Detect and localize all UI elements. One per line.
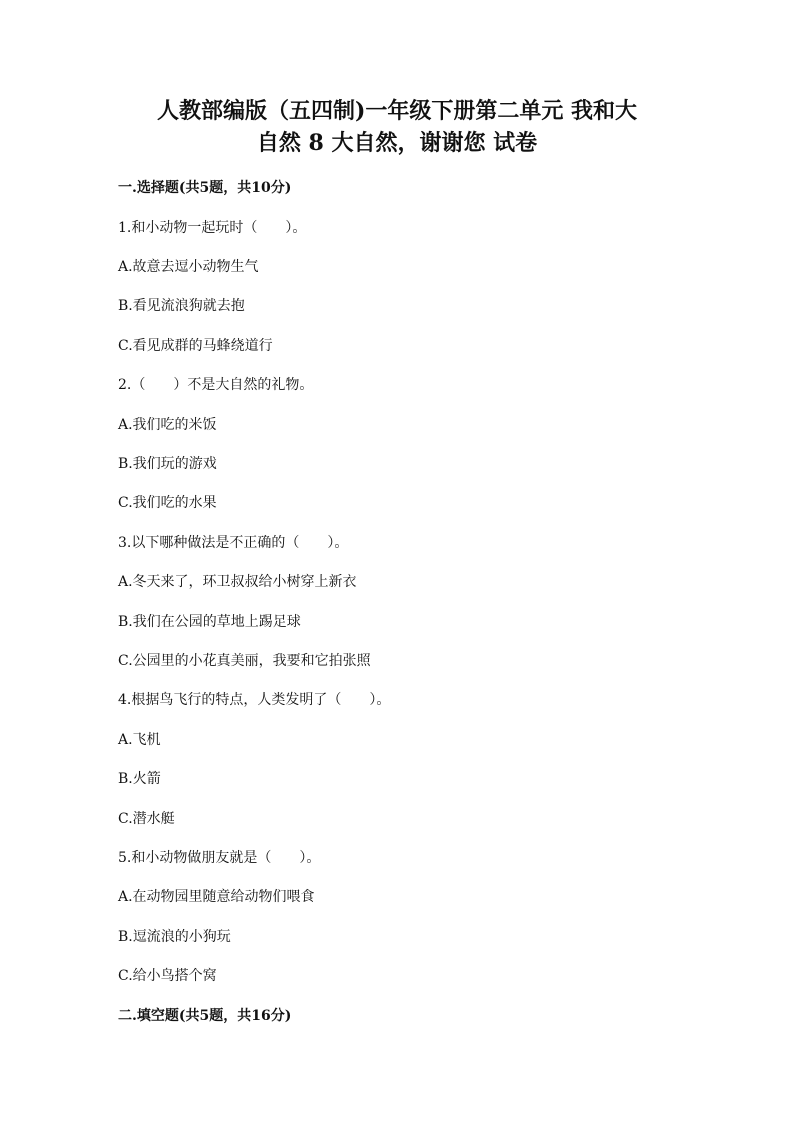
document-title-line-1: 人教部编版（五四制)一年级下册第二单元 我和大	[156, 98, 638, 124]
question-3-stem: 3.以下哪种做法是不正确的（ ）。	[118, 535, 349, 551]
question-3-option-a: A.冬天来了，环卫叔叔给小树穿上新衣	[118, 574, 357, 590]
question-5-option-b: B.逗流浪的小狗玩	[118, 929, 231, 945]
question-3-option-c: C.公园里的小花真美丽，我要和它拍张照	[118, 653, 371, 669]
question-2-option-b: B.我们玩的游戏	[118, 456, 217, 472]
question-1-option-a: A.故意去逗小动物生气	[118, 259, 259, 275]
question-1-option-c: C.看见成群的马蜂绕道行	[118, 338, 273, 354]
question-4-option-a: A.飞机	[118, 732, 161, 748]
section-heading-fill-in: 二.填空题(共5题，共16分)	[118, 1008, 292, 1024]
question-4-option-b: B.火箭	[118, 771, 161, 787]
question-2-stem: 2.（ ）不是大自然的礼物。	[118, 377, 314, 393]
question-2-option-a: A.我们吃的米饭	[118, 417, 217, 433]
question-4-option-c: C.潜水艇	[118, 811, 175, 827]
question-3-option-b: B.我们在公园的草地上踢足球	[118, 614, 301, 630]
section-heading-choice: 一.选择题(共5题，共10分)	[118, 180, 292, 196]
question-1-option-b: B.看见流浪狗就去抱	[118, 298, 245, 314]
question-5-option-a: A.在动物园里随意给动物们喂食	[118, 889, 315, 905]
question-5-stem: 5.和小动物做朋友就是（ ）。	[118, 850, 321, 866]
question-4-stem: 4.根据鸟飞行的特点，人类发明了（ ）。	[118, 692, 391, 708]
question-1-stem: 1.和小动物一起玩时（ ）。	[118, 220, 307, 236]
question-2-option-c: C.我们吃的水果	[118, 495, 217, 511]
question-5-option-c: C.给小鸟搭个窝	[118, 968, 217, 984]
document-title-line-2: 自然 8 大自然，谢谢您 试卷	[256, 130, 538, 156]
